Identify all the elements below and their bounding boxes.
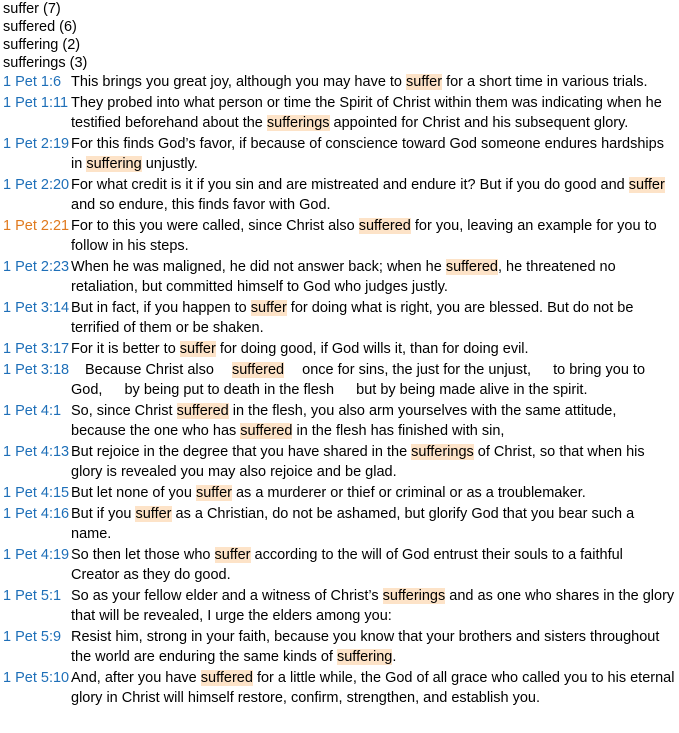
verse-reference-link[interactable]: 1 Pet 5:9 (3, 629, 62, 645)
verse-text-segment: once for sins, (298, 362, 393, 378)
result-row (3, 72, 679, 92)
verse-text (71, 175, 679, 215)
result-row (3, 483, 679, 503)
count-suffered[interactable]: suffered (6) (3, 19, 77, 35)
verse-text-segment: of Christ, so that when his glory is revealed you may also rejoice and be glad. (71, 444, 645, 480)
word-form-counts (3, 0, 679, 72)
result-row (3, 401, 679, 441)
verse-text (71, 668, 679, 708)
verse-text-segment: appointed for Christ and his subsequent glory. (329, 115, 629, 131)
verse-reference-link[interactable]: 1 Pet 5:10 (3, 670, 70, 686)
result-row (3, 93, 679, 133)
verse-text-segment: and so endure, this finds favor with God. (71, 197, 331, 213)
verse-reference-link[interactable]: 1 Pet 3:14 (3, 300, 70, 316)
count-sufferings[interactable]: sufferings (3) (3, 55, 88, 71)
search-hit-highlight: suffer (179, 341, 216, 357)
search-hit-highlight: suffered (176, 403, 229, 419)
verse-reference-link[interactable]: 1 Pet 4:16 (3, 506, 70, 522)
verse-text-segment: for doing good, if God wills it, than for doing evil. (215, 341, 529, 357)
verse-text (71, 339, 679, 359)
verse-reference-link[interactable]: 1 Pet 5:1 (3, 588, 62, 604)
search-hit-highlight: suffered (358, 218, 411, 234)
count-suffer[interactable]: suffer (7) (3, 1, 61, 17)
verse-text-segment: But let none of you (71, 485, 196, 501)
verse-text-segment: according to the will of God entrust their souls to a faithful Creator as they do good. (71, 547, 623, 583)
verse-text (71, 93, 679, 133)
verse-text-segment: but by being made alive in the spirit. (352, 382, 588, 398)
search-hit-highlight: sufferings (266, 115, 330, 131)
verse-text-segment: So as your fellow elder and a witness of Christ’s (71, 588, 383, 604)
search-hit-highlight: suffer (406, 74, 443, 90)
verse-reference-link[interactable]: 1 Pet 4:13 (3, 444, 70, 460)
verse-text-segment: . (392, 649, 397, 665)
verse-text (71, 257, 679, 297)
verse-text (71, 442, 679, 482)
verse-text-segment: This brings you great joy, although you may have to (71, 74, 407, 90)
search-hit-highlight: suffered (240, 423, 293, 439)
search-results-list (3, 72, 679, 708)
count-suffering[interactable]: suffering (2) (3, 37, 81, 53)
verse-text-segment: the just for the unjust, (392, 362, 536, 378)
verse-reference-link[interactable]: 1 Pet 1:11 (3, 95, 69, 111)
result-row (3, 668, 679, 708)
verse-text-segment: in the flesh has finished with sin, (292, 423, 505, 439)
verse-text-segment: , he threatened no retaliation, but committed himself to God who judges justly. (71, 259, 616, 295)
verse-reference-link[interactable]: 1 Pet 3:18 (3, 362, 70, 378)
verse-reference-link[interactable]: 1 Pet 4:15 (3, 485, 70, 501)
verse-reference-link-current[interactable]: 1 Pet 2:21 (3, 218, 70, 234)
verse-text-segment: But in fact, if you happen to (71, 300, 251, 316)
verse-text-segment: They probed into what person or time the Spirit of Christ within them was indicating when he testified beforehand about the (71, 95, 662, 131)
result-row (3, 627, 679, 667)
verse-text-segment: for doing what is right, you are blessed. But do not be terrified of them or be shaken. (71, 300, 634, 336)
search-hit-highlight: suffer (135, 506, 172, 522)
verse-text-segment: as a murderer or thief or criminal or as a troublemaker. (231, 485, 586, 501)
verse-text-segment: by being put to death in the flesh (120, 382, 339, 398)
search-hit-highlight: sufferings (382, 588, 446, 604)
result-row (3, 298, 679, 338)
search-hit-highlight: suffer (250, 300, 287, 316)
search-hit-highlight: suffering (336, 649, 393, 665)
verse-reference-link[interactable]: 1 Pet 1:6 (3, 74, 62, 90)
search-hit-highlight: suffer (214, 547, 251, 563)
verse-text (71, 360, 679, 400)
verse-text (71, 627, 679, 667)
verse-reference-link[interactable]: 1 Pet 3:17 (3, 341, 70, 357)
verse-text-segment: For this finds God’s favor, if because of conscience toward God someone endures hardships in (71, 136, 664, 172)
verse-text-segment: Because Christ also (85, 362, 218, 378)
result-row (3, 442, 679, 482)
verse-reference-link[interactable]: 1 Pet 4:19 (3, 547, 70, 563)
verse-text-segment: For to this you were called, since Christ also (71, 218, 359, 234)
verse-text-segment: So then let those who (71, 547, 215, 563)
search-hit-highlight: suffer (195, 485, 232, 501)
verse-text-segment: as a Christian, do not be ashamed, but glorify God that you bear such a name. (71, 506, 635, 542)
search-hit-highlight: suffered (200, 670, 253, 686)
verse-text (71, 72, 679, 92)
verse-text (71, 483, 679, 503)
result-row (3, 257, 679, 297)
verse-text-segment: So, since Christ (71, 403, 177, 419)
verse-text (71, 586, 679, 626)
verse-text-segment: But rejoice in the degree that you have shared in the (71, 444, 412, 460)
verse-text-segment: For what credit is it if you sin and are mistreated and endure it? But if you do good and (71, 177, 629, 193)
verse-text-segment: unjustly. (141, 156, 198, 172)
verse-text-segment: for a short time in various trials. (442, 74, 648, 90)
verse-text-segment: and as one who shares in the glory that will be revealed, I urge the elders among you: (71, 588, 675, 624)
verse-text-segment: For it is better to (71, 341, 180, 357)
verse-reference-link[interactable]: 1 Pet 2:19 (3, 136, 70, 152)
verse-text-segment: for a little while, the God of all grace who called you to his eternal glory in Christ will himself restore, confirm, strengthen, and establish you. (71, 670, 675, 706)
result-row (3, 216, 679, 256)
verse-text (71, 134, 679, 174)
result-row (3, 134, 679, 174)
verse-text (71, 401, 679, 441)
verse-text-segment: But if you (71, 506, 136, 522)
verse-text (71, 504, 679, 544)
result-row (3, 504, 679, 544)
search-hit-highlight: sufferings (411, 444, 474, 460)
verse-text (71, 298, 679, 338)
verse-text (71, 216, 679, 256)
search-hit-highlight: suffered (231, 362, 285, 378)
verse-reference-link[interactable]: 1 Pet 2:23 (3, 259, 70, 275)
result-row (3, 586, 679, 626)
verse-text-segment: Resist him, strong in your faith, because you know that your brothers and sisters throughout the world are enduring the same kinds of (71, 629, 660, 665)
verse-text (71, 545, 679, 585)
verse-text-segment: for you, leaving an example for you to follow in his steps. (71, 218, 657, 254)
result-row (3, 175, 679, 215)
search-hit-highlight: suffering (86, 156, 142, 172)
result-row (3, 339, 679, 359)
search-hit-highlight: suffered (445, 259, 498, 275)
verse-text-segment: to bring you to God, (71, 362, 646, 398)
result-row (3, 545, 679, 585)
verse-text-segment: When he was maligned, he did not answer back; when he (71, 259, 446, 275)
verse-reference-link[interactable]: 1 Pet 2:20 (3, 177, 70, 193)
verse-reference-link[interactable]: 1 Pet 4:1 (3, 403, 62, 419)
verse-text-segment: And, after you have (71, 670, 201, 686)
result-row (3, 360, 679, 400)
verse-text-segment: in the flesh, you also arm yourselves with the same attitude, because the one who has (71, 403, 617, 439)
search-hit-highlight: suffer (628, 177, 665, 193)
